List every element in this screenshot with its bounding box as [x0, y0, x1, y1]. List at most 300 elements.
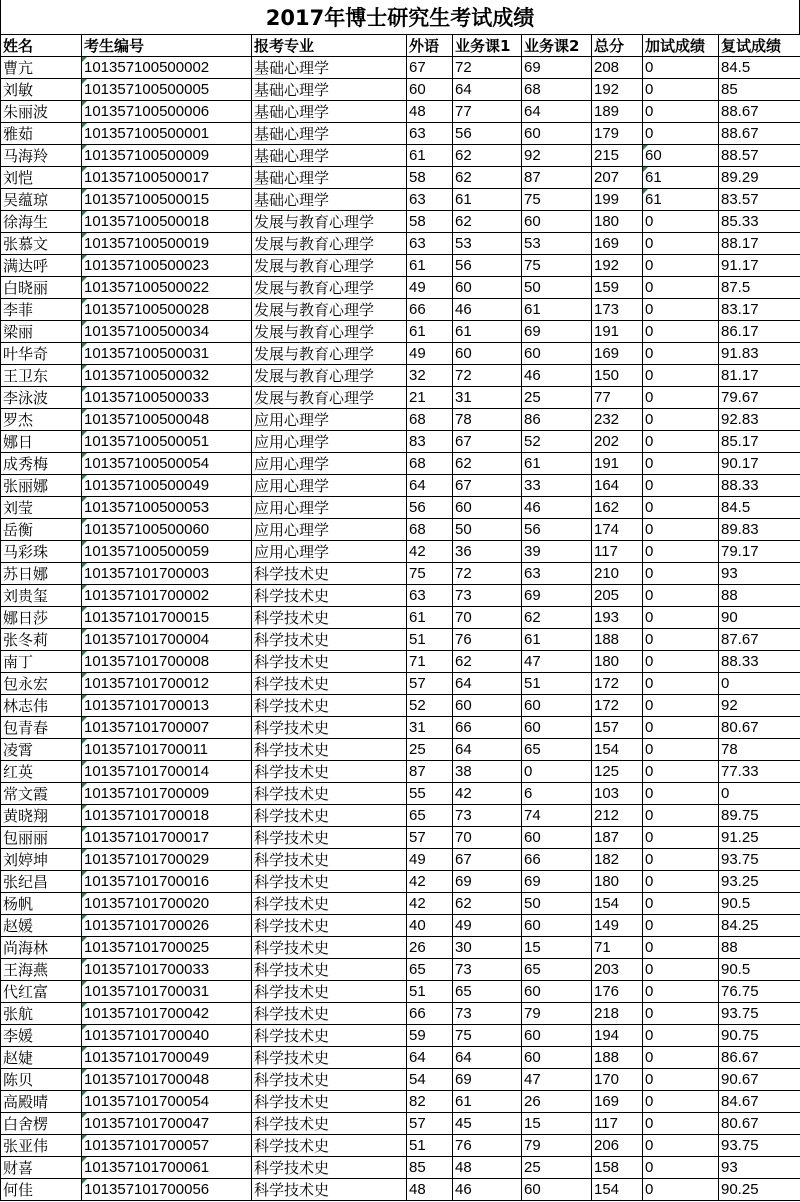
- cell-name[interactable]: 成秀梅: [1, 453, 82, 475]
- cell-course-2[interactable]: 60: [522, 717, 592, 739]
- cell-course-1[interactable]: 64: [453, 739, 522, 761]
- cell-course-2[interactable]: 63: [522, 563, 592, 585]
- cell-course-2[interactable]: 60: [522, 1047, 592, 1069]
- cell-exam-id[interactable]: 101357100500006: [82, 101, 252, 123]
- cell-foreign-language[interactable]: 52: [407, 695, 453, 717]
- cell-exam-id[interactable]: 101357100500009: [82, 145, 252, 167]
- cell-exam-id[interactable]: 101357100500031: [82, 343, 252, 365]
- cell-major[interactable]: 基础心理学: [252, 123, 407, 145]
- cell-course-2[interactable]: 60: [522, 211, 592, 233]
- cell-foreign-language[interactable]: 63: [407, 233, 453, 255]
- cell-major[interactable]: 科学技术史: [252, 915, 407, 937]
- cell-reexam[interactable]: 85: [719, 79, 800, 101]
- cell-foreign-language[interactable]: 61: [407, 321, 453, 343]
- cell-foreign-language[interactable]: 63: [407, 189, 453, 211]
- cell-course-1[interactable]: 67: [453, 849, 522, 871]
- cell-major[interactable]: 应用心理学: [252, 541, 407, 563]
- cell-name[interactable]: 红英: [1, 761, 82, 783]
- cell-course-2[interactable]: 61: [522, 453, 592, 475]
- cell-name[interactable]: 王海燕: [1, 959, 82, 981]
- cell-major[interactable]: 发展与教育心理学: [252, 233, 407, 255]
- cell-extra-exam[interactable]: 0: [643, 673, 719, 695]
- cell-course-2[interactable]: 50: [522, 277, 592, 299]
- cell-foreign-language[interactable]: 57: [407, 827, 453, 849]
- cell-total[interactable]: 191: [592, 453, 643, 475]
- cell-course-2[interactable]: 25: [522, 1157, 592, 1179]
- cell-exam-id[interactable]: 101357101700057: [82, 1135, 252, 1157]
- cell-extra-exam[interactable]: 0: [643, 849, 719, 871]
- cell-total[interactable]: 188: [592, 629, 643, 651]
- cell-name[interactable]: 陈贝: [1, 1069, 82, 1091]
- cell-name[interactable]: 张亚伟: [1, 1135, 82, 1157]
- cell-total[interactable]: 194: [592, 1025, 643, 1047]
- cell-course-1[interactable]: 64: [453, 673, 522, 695]
- cell-exam-id[interactable]: 101357100500028: [82, 299, 252, 321]
- cell-major[interactable]: 科学技术史: [252, 981, 407, 1003]
- cell-exam-id[interactable]: 101357100500019: [82, 233, 252, 255]
- cell-extra-exam[interactable]: 0: [643, 299, 719, 321]
- cell-course-2[interactable]: 56: [522, 519, 592, 541]
- cell-course-1[interactable]: 62: [453, 893, 522, 915]
- cell-exam-id[interactable]: 101357100500034: [82, 321, 252, 343]
- header-exam-id[interactable]: 考生编号: [82, 35, 252, 57]
- cell-major[interactable]: 应用心理学: [252, 475, 407, 497]
- cell-extra-exam[interactable]: 60: [643, 145, 719, 167]
- cell-name[interactable]: 包丽丽: [1, 827, 82, 849]
- cell-exam-id[interactable]: 101357100500033: [82, 387, 252, 409]
- cell-major[interactable]: 基础心理学: [252, 57, 407, 79]
- cell-course-2[interactable]: 60: [522, 1025, 592, 1047]
- cell-name[interactable]: 李媛: [1, 1025, 82, 1047]
- cell-reexam[interactable]: 88: [719, 937, 800, 959]
- cell-course-1[interactable]: 72: [453, 365, 522, 387]
- cell-extra-exam[interactable]: 0: [643, 387, 719, 409]
- cell-total[interactable]: 164: [592, 475, 643, 497]
- cell-extra-exam[interactable]: 0: [643, 739, 719, 761]
- cell-foreign-language[interactable]: 68: [407, 519, 453, 541]
- cell-extra-exam[interactable]: 61: [643, 189, 719, 211]
- cell-course-1[interactable]: 73: [453, 805, 522, 827]
- cell-exam-id[interactable]: 101357101700004: [82, 629, 252, 651]
- cell-foreign-language[interactable]: 49: [407, 343, 453, 365]
- cell-name[interactable]: 李菲: [1, 299, 82, 321]
- cell-course-2[interactable]: 69: [522, 585, 592, 607]
- cell-foreign-language[interactable]: 51: [407, 629, 453, 651]
- cell-total[interactable]: 170: [592, 1069, 643, 1091]
- cell-foreign-language[interactable]: 56: [407, 497, 453, 519]
- cell-foreign-language[interactable]: 58: [407, 167, 453, 189]
- cell-reexam[interactable]: 90.75: [719, 1025, 800, 1047]
- cell-exam-id[interactable]: 101357100500017: [82, 167, 252, 189]
- cell-course-1[interactable]: 69: [453, 871, 522, 893]
- cell-name[interactable]: 岳衡: [1, 519, 82, 541]
- cell-foreign-language[interactable]: 26: [407, 937, 453, 959]
- cell-name[interactable]: 梁丽: [1, 321, 82, 343]
- cell-extra-exam[interactable]: 0: [643, 1069, 719, 1091]
- cell-name[interactable]: 罗杰: [1, 409, 82, 431]
- cell-reexam[interactable]: 93.25: [719, 871, 800, 893]
- cell-major[interactable]: 科学技术史: [252, 1047, 407, 1069]
- cell-course-1[interactable]: 64: [453, 79, 522, 101]
- cell-total[interactable]: 212: [592, 805, 643, 827]
- cell-course-1[interactable]: 38: [453, 761, 522, 783]
- cell-major[interactable]: 科学技术史: [252, 1069, 407, 1091]
- cell-total[interactable]: 174: [592, 519, 643, 541]
- cell-name[interactable]: 赵媛: [1, 915, 82, 937]
- cell-course-1[interactable]: 75: [453, 1025, 522, 1047]
- cell-extra-exam[interactable]: 0: [643, 651, 719, 673]
- cell-extra-exam[interactable]: 0: [643, 1157, 719, 1179]
- cell-course-1[interactable]: 46: [453, 1179, 522, 1201]
- cell-major[interactable]: 科学技术史: [252, 673, 407, 695]
- cell-major[interactable]: 科学技术史: [252, 1113, 407, 1135]
- header-course-1[interactable]: 业务课1: [453, 35, 522, 57]
- cell-name[interactable]: 朱丽波: [1, 101, 82, 123]
- cell-total[interactable]: 71: [592, 937, 643, 959]
- cell-foreign-language[interactable]: 82: [407, 1091, 453, 1113]
- cell-name[interactable]: 张航: [1, 1003, 82, 1025]
- cell-foreign-language[interactable]: 51: [407, 1135, 453, 1157]
- cell-total[interactable]: 192: [592, 255, 643, 277]
- cell-reexam[interactable]: 84.25: [719, 915, 800, 937]
- cell-reexam[interactable]: 92: [719, 695, 800, 717]
- cell-major[interactable]: 应用心理学: [252, 453, 407, 475]
- cell-exam-id[interactable]: 101357101700016: [82, 871, 252, 893]
- cell-major[interactable]: 科学技术史: [252, 585, 407, 607]
- cell-extra-exam[interactable]: 0: [643, 541, 719, 563]
- cell-reexam[interactable]: 80.67: [719, 1113, 800, 1135]
- cell-exam-id[interactable]: 101357101700033: [82, 959, 252, 981]
- cell-course-1[interactable]: 42: [453, 783, 522, 805]
- cell-major[interactable]: 科学技术史: [252, 739, 407, 761]
- cell-reexam[interactable]: 0: [719, 673, 800, 695]
- cell-course-1[interactable]: 78: [453, 409, 522, 431]
- cell-reexam[interactable]: 87.5: [719, 277, 800, 299]
- header-extra-exam[interactable]: 加试成绩: [643, 35, 719, 57]
- cell-major[interactable]: 发展与教育心理学: [252, 365, 407, 387]
- cell-extra-exam[interactable]: 0: [643, 1135, 719, 1157]
- cell-total[interactable]: 215: [592, 145, 643, 167]
- cell-total[interactable]: 187: [592, 827, 643, 849]
- cell-major[interactable]: 应用心理学: [252, 497, 407, 519]
- cell-major[interactable]: 发展与教育心理学: [252, 343, 407, 365]
- cell-course-1[interactable]: 69: [453, 1069, 522, 1091]
- cell-course-2[interactable]: 47: [522, 651, 592, 673]
- cell-reexam[interactable]: 90.25: [719, 1179, 800, 1201]
- cell-extra-exam[interactable]: 0: [643, 585, 719, 607]
- cell-major[interactable]: 科学技术史: [252, 717, 407, 739]
- cell-foreign-language[interactable]: 42: [407, 871, 453, 893]
- cell-total[interactable]: 202: [592, 431, 643, 453]
- cell-extra-exam[interactable]: 0: [643, 123, 719, 145]
- cell-foreign-language[interactable]: 68: [407, 409, 453, 431]
- cell-foreign-language[interactable]: 31: [407, 717, 453, 739]
- cell-name[interactable]: 曹亢: [1, 57, 82, 79]
- cell-course-1[interactable]: 73: [453, 585, 522, 607]
- cell-exam-id[interactable]: 101357100500049: [82, 475, 252, 497]
- cell-name[interactable]: 苏日娜: [1, 563, 82, 585]
- cell-course-2[interactable]: 66: [522, 849, 592, 871]
- header-major[interactable]: 报考专业: [252, 35, 407, 57]
- cell-exam-id[interactable]: 101357100500053: [82, 497, 252, 519]
- cell-foreign-language[interactable]: 49: [407, 277, 453, 299]
- cell-name[interactable]: 叶华奇: [1, 343, 82, 365]
- cell-major[interactable]: 科学技术史: [252, 937, 407, 959]
- cell-reexam[interactable]: 93: [719, 1157, 800, 1179]
- cell-exam-id[interactable]: 101357101700025: [82, 937, 252, 959]
- cell-extra-exam[interactable]: 0: [643, 959, 719, 981]
- cell-major[interactable]: 科学技术史: [252, 783, 407, 805]
- cell-major[interactable]: 科学技术史: [252, 849, 407, 871]
- cell-exam-id[interactable]: 101357101700015: [82, 607, 252, 629]
- cell-foreign-language[interactable]: 57: [407, 673, 453, 695]
- cell-extra-exam[interactable]: 0: [643, 233, 719, 255]
- cell-reexam[interactable]: 88.57: [719, 145, 800, 167]
- cell-exam-id[interactable]: 101357100500002: [82, 57, 252, 79]
- cell-reexam[interactable]: 92.83: [719, 409, 800, 431]
- cell-reexam[interactable]: 85.17: [719, 431, 800, 453]
- cell-total[interactable]: 191: [592, 321, 643, 343]
- cell-extra-exam[interactable]: 0: [643, 827, 719, 849]
- cell-total[interactable]: 150: [592, 365, 643, 387]
- cell-reexam[interactable]: 90: [719, 607, 800, 629]
- cell-total[interactable]: 103: [592, 783, 643, 805]
- cell-course-2[interactable]: 52: [522, 431, 592, 453]
- cell-exam-id[interactable]: 101357100500032: [82, 365, 252, 387]
- cell-exam-id[interactable]: 101357100500015: [82, 189, 252, 211]
- cell-major[interactable]: 基础心理学: [252, 101, 407, 123]
- cell-course-1[interactable]: 67: [453, 431, 522, 453]
- cell-course-1[interactable]: 76: [453, 1135, 522, 1157]
- cell-course-2[interactable]: 25: [522, 387, 592, 409]
- cell-foreign-language[interactable]: 57: [407, 1113, 453, 1135]
- cell-major[interactable]: 发展与教育心理学: [252, 277, 407, 299]
- cell-extra-exam[interactable]: 61: [643, 167, 719, 189]
- cell-name[interactable]: 马海羚: [1, 145, 82, 167]
- cell-course-2[interactable]: 69: [522, 57, 592, 79]
- cell-extra-exam[interactable]: 0: [643, 783, 719, 805]
- cell-foreign-language[interactable]: 83: [407, 431, 453, 453]
- cell-reexam[interactable]: 77.33: [719, 761, 800, 783]
- cell-foreign-language[interactable]: 51: [407, 981, 453, 1003]
- header-total[interactable]: 总分: [592, 35, 643, 57]
- cell-reexam[interactable]: 91.17: [719, 255, 800, 277]
- cell-major[interactable]: 应用心理学: [252, 519, 407, 541]
- cell-major[interactable]: 科学技术史: [252, 761, 407, 783]
- cell-name[interactable]: 吴蕴琼: [1, 189, 82, 211]
- cell-name[interactable]: 尚海林: [1, 937, 82, 959]
- cell-course-2[interactable]: 46: [522, 365, 592, 387]
- cell-foreign-language[interactable]: 64: [407, 475, 453, 497]
- cell-exam-id[interactable]: 101357101700026: [82, 915, 252, 937]
- cell-reexam[interactable]: 83.57: [719, 189, 800, 211]
- cell-foreign-language[interactable]: 61: [407, 145, 453, 167]
- cell-total[interactable]: 193: [592, 607, 643, 629]
- cell-total[interactable]: 192: [592, 79, 643, 101]
- cell-total[interactable]: 169: [592, 1091, 643, 1113]
- cell-total[interactable]: 154: [592, 893, 643, 915]
- cell-foreign-language[interactable]: 61: [407, 607, 453, 629]
- cell-name[interactable]: 黄晓翔: [1, 805, 82, 827]
- cell-exam-id[interactable]: 101357100500054: [82, 453, 252, 475]
- cell-course-2[interactable]: 69: [522, 871, 592, 893]
- cell-total[interactable]: 157: [592, 717, 643, 739]
- cell-name[interactable]: 张冬莉: [1, 629, 82, 651]
- cell-reexam[interactable]: 79.17: [719, 541, 800, 563]
- cell-extra-exam[interactable]: 0: [643, 1003, 719, 1025]
- cell-name[interactable]: 娜日莎: [1, 607, 82, 629]
- cell-course-1[interactable]: 62: [453, 651, 522, 673]
- cell-total[interactable]: 180: [592, 871, 643, 893]
- cell-reexam[interactable]: 93.75: [719, 1003, 800, 1025]
- cell-name[interactable]: 包青春: [1, 717, 82, 739]
- cell-exam-id[interactable]: 101357101700047: [82, 1113, 252, 1135]
- cell-reexam[interactable]: 89.75: [719, 805, 800, 827]
- cell-course-1[interactable]: 61: [453, 321, 522, 343]
- cell-reexam[interactable]: 88.67: [719, 101, 800, 123]
- cell-total[interactable]: 172: [592, 673, 643, 695]
- cell-course-2[interactable]: 75: [522, 255, 592, 277]
- cell-course-1[interactable]: 60: [453, 497, 522, 519]
- cell-course-2[interactable]: 0: [522, 761, 592, 783]
- cell-name[interactable]: 代红富: [1, 981, 82, 1003]
- cell-name[interactable]: 白晓丽: [1, 277, 82, 299]
- cell-exam-id[interactable]: 101357101700011: [82, 739, 252, 761]
- cell-foreign-language[interactable]: 49: [407, 849, 453, 871]
- cell-foreign-language[interactable]: 75: [407, 563, 453, 585]
- cell-course-2[interactable]: 68: [522, 79, 592, 101]
- cell-extra-exam[interactable]: 0: [643, 255, 719, 277]
- cell-foreign-language[interactable]: 65: [407, 959, 453, 981]
- cell-total[interactable]: 199: [592, 189, 643, 211]
- cell-major[interactable]: 科学技术史: [252, 1025, 407, 1047]
- cell-course-2[interactable]: 60: [522, 827, 592, 849]
- cell-extra-exam[interactable]: 0: [643, 365, 719, 387]
- cell-total[interactable]: 208: [592, 57, 643, 79]
- cell-reexam[interactable]: 93.75: [719, 1135, 800, 1157]
- cell-reexam[interactable]: 0: [719, 783, 800, 805]
- cell-total[interactable]: 117: [592, 541, 643, 563]
- cell-name[interactable]: 李泳波: [1, 387, 82, 409]
- cell-total[interactable]: 179: [592, 123, 643, 145]
- cell-extra-exam[interactable]: 0: [643, 607, 719, 629]
- cell-major[interactable]: 科学技术史: [252, 805, 407, 827]
- cell-reexam[interactable]: 91.83: [719, 343, 800, 365]
- cell-exam-id[interactable]: 101357101700061: [82, 1157, 252, 1179]
- cell-exam-id[interactable]: 101357100500022: [82, 277, 252, 299]
- cell-reexam[interactable]: 81.17: [719, 365, 800, 387]
- cell-total[interactable]: 206: [592, 1135, 643, 1157]
- cell-exam-id[interactable]: 101357100500001: [82, 123, 252, 145]
- cell-total[interactable]: 182: [592, 849, 643, 871]
- cell-major[interactable]: 科学技术史: [252, 1157, 407, 1179]
- cell-course-2[interactable]: 62: [522, 607, 592, 629]
- cell-exam-id[interactable]: 101357101700020: [82, 893, 252, 915]
- cell-exam-id[interactable]: 101357101700009: [82, 783, 252, 805]
- cell-name[interactable]: 何佳: [1, 1179, 82, 1201]
- cell-foreign-language[interactable]: 48: [407, 1179, 453, 1201]
- cell-foreign-language[interactable]: 42: [407, 893, 453, 915]
- cell-total[interactable]: 176: [592, 981, 643, 1003]
- header-course-2[interactable]: 业务课2: [522, 35, 592, 57]
- cell-course-2[interactable]: 50: [522, 893, 592, 915]
- cell-exam-id[interactable]: 101357101700029: [82, 849, 252, 871]
- cell-major[interactable]: 科学技术史: [252, 651, 407, 673]
- cell-reexam[interactable]: 89.29: [719, 167, 800, 189]
- cell-foreign-language[interactable]: 68: [407, 453, 453, 475]
- cell-total[interactable]: 207: [592, 167, 643, 189]
- cell-reexam[interactable]: 86.17: [719, 321, 800, 343]
- cell-extra-exam[interactable]: 0: [643, 101, 719, 123]
- cell-course-2[interactable]: 75: [522, 189, 592, 211]
- cell-extra-exam[interactable]: 0: [643, 431, 719, 453]
- cell-course-2[interactable]: 74: [522, 805, 592, 827]
- cell-exam-id[interactable]: 101357101700003: [82, 563, 252, 585]
- cell-reexam[interactable]: 93.75: [719, 849, 800, 871]
- cell-course-2[interactable]: 61: [522, 629, 592, 651]
- cell-exam-id[interactable]: 101357101700007: [82, 717, 252, 739]
- cell-name[interactable]: 赵婕: [1, 1047, 82, 1069]
- cell-extra-exam[interactable]: 0: [643, 475, 719, 497]
- cell-exam-id[interactable]: 101357101700054: [82, 1091, 252, 1113]
- cell-course-2[interactable]: 60: [522, 695, 592, 717]
- cell-reexam[interactable]: 87.67: [719, 629, 800, 651]
- cell-name[interactable]: 财喜: [1, 1157, 82, 1179]
- cell-course-1[interactable]: 76: [453, 629, 522, 651]
- cell-exam-id[interactable]: 101357100500048: [82, 409, 252, 431]
- cell-reexam[interactable]: 89.83: [719, 519, 800, 541]
- cell-course-1[interactable]: 31: [453, 387, 522, 409]
- cell-reexam[interactable]: 88.17: [719, 233, 800, 255]
- cell-name[interactable]: 张丽娜: [1, 475, 82, 497]
- cell-course-2[interactable]: 47: [522, 1069, 592, 1091]
- cell-exam-id[interactable]: 101357101700014: [82, 761, 252, 783]
- cell-foreign-language[interactable]: 59: [407, 1025, 453, 1047]
- cell-foreign-language[interactable]: 32: [407, 365, 453, 387]
- cell-extra-exam[interactable]: 0: [643, 1091, 719, 1113]
- cell-name[interactable]: 刘莹: [1, 497, 82, 519]
- cell-course-1[interactable]: 30: [453, 937, 522, 959]
- cell-name[interactable]: 凌霄: [1, 739, 82, 761]
- cell-major[interactable]: 应用心理学: [252, 431, 407, 453]
- cell-course-2[interactable]: 79: [522, 1003, 592, 1025]
- cell-course-1[interactable]: 36: [453, 541, 522, 563]
- cell-major[interactable]: 基础心理学: [252, 79, 407, 101]
- cell-name[interactable]: 高殿晴: [1, 1091, 82, 1113]
- cell-total[interactable]: 159: [592, 277, 643, 299]
- cell-major[interactable]: 科学技术史: [252, 629, 407, 651]
- cell-foreign-language[interactable]: 85: [407, 1157, 453, 1179]
- cell-course-1[interactable]: 60: [453, 343, 522, 365]
- cell-major[interactable]: 应用心理学: [252, 409, 407, 431]
- cell-major[interactable]: 科学技术史: [252, 607, 407, 629]
- cell-foreign-language[interactable]: 67: [407, 57, 453, 79]
- cell-reexam[interactable]: 79.67: [719, 387, 800, 409]
- cell-name[interactable]: 马彩珠: [1, 541, 82, 563]
- cell-exam-id[interactable]: 101357100500060: [82, 519, 252, 541]
- cell-total[interactable]: 154: [592, 1179, 643, 1201]
- cell-reexam[interactable]: 84.5: [719, 57, 800, 79]
- cell-course-2[interactable]: 60: [522, 343, 592, 365]
- cell-extra-exam[interactable]: 0: [643, 761, 719, 783]
- cell-name[interactable]: 王卫东: [1, 365, 82, 387]
- cell-course-2[interactable]: 64: [522, 101, 592, 123]
- cell-course-2[interactable]: 87: [522, 167, 592, 189]
- cell-course-1[interactable]: 60: [453, 277, 522, 299]
- cell-reexam[interactable]: 86.67: [719, 1047, 800, 1069]
- cell-foreign-language[interactable]: 58: [407, 211, 453, 233]
- cell-reexam[interactable]: 78: [719, 739, 800, 761]
